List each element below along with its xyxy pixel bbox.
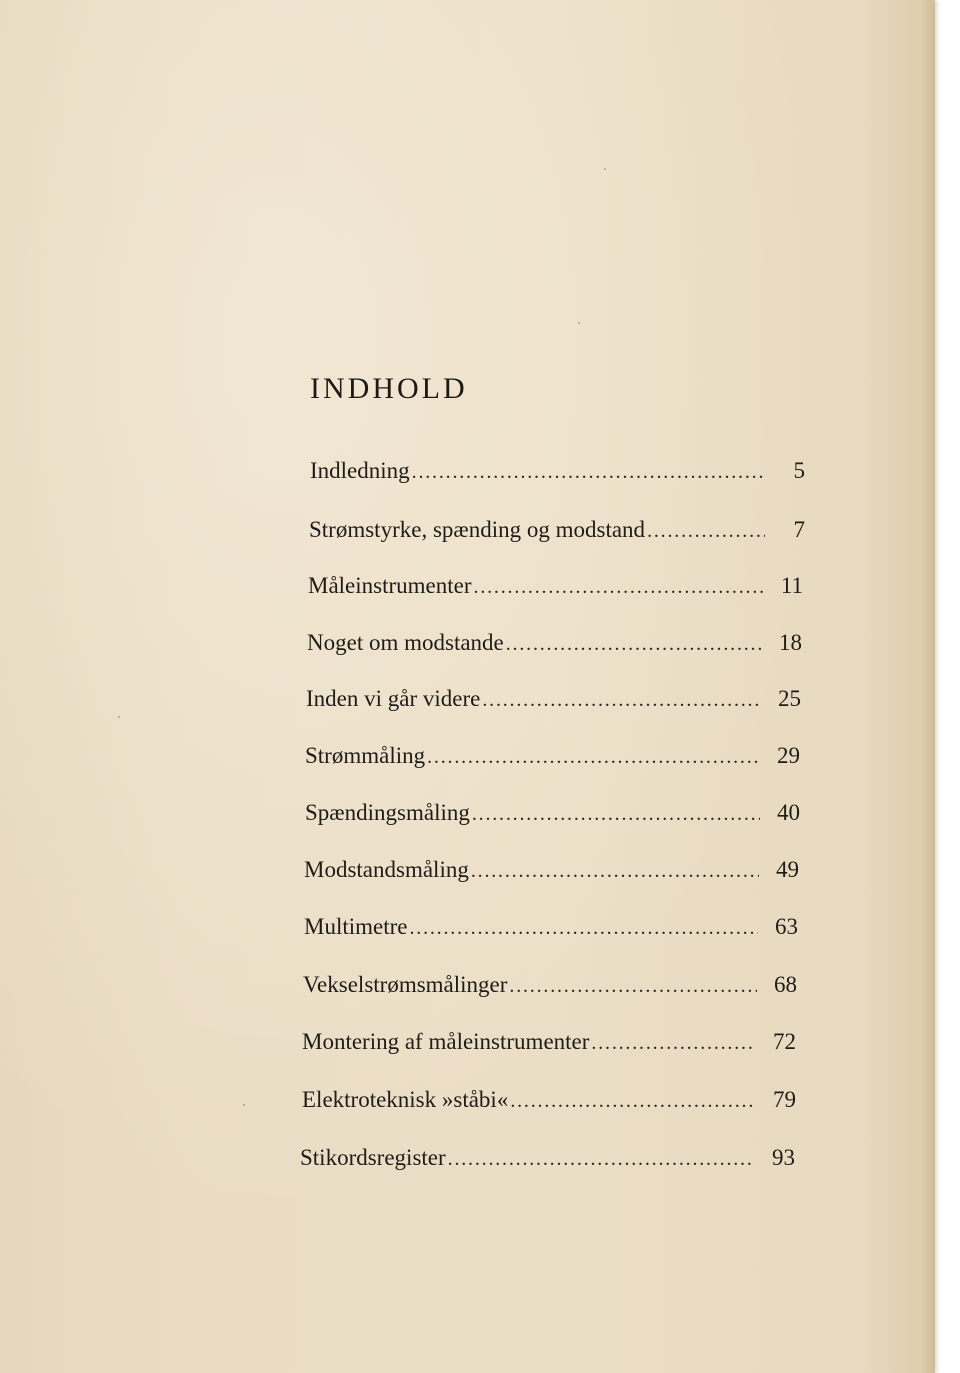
toc-entry-page: 5 — [793, 458, 805, 483]
toc-entry-page: 7 — [793, 517, 805, 542]
toc-entry-page: 40 — [777, 800, 800, 825]
toc-entry-label: Elektroteknisk »ståbi« — [302, 1087, 509, 1112]
toc-entry-label: Stikordsregister — [300, 1145, 446, 1170]
toc-leader-dots — [482, 689, 761, 712]
toc-entry-label: Noget om modstande — [307, 630, 504, 655]
toc-entry-label: Spændingsmåling — [305, 800, 470, 825]
toc-leader-dots — [591, 1032, 756, 1055]
toc-entry-page: 68 — [774, 972, 797, 997]
toc-title: INDHOLD — [310, 372, 468, 405]
toc-entry-label: Montering af måleinstrumenter — [302, 1029, 590, 1054]
toc-entry-label: Strømmåling — [305, 743, 426, 768]
toc-entry — [304, 857, 799, 891]
toc-entry — [300, 1145, 795, 1179]
toc-entry-label: Indledning — [310, 458, 410, 483]
toc-entry-page: 25 — [778, 686, 801, 711]
toc-leader-dots — [647, 520, 765, 543]
toc-leader-dots — [471, 860, 759, 883]
toc-leader-dots — [472, 803, 760, 826]
toc-leader-dots — [409, 917, 758, 940]
toc-leader-dots — [510, 1090, 756, 1113]
toc-leader-dots — [509, 975, 757, 998]
toc-entry-label: Måleinstrumenter — [308, 573, 472, 598]
toc-entry — [303, 972, 797, 1006]
toc-entry-page: 79 — [773, 1087, 796, 1112]
toc-entry — [306, 686, 801, 720]
toc-entry — [308, 573, 803, 607]
toc-entry-page: 11 — [780, 573, 803, 598]
toc-entry — [305, 800, 800, 834]
toc-entry-label: Multimetre — [304, 914, 408, 939]
toc-entry-page: 93 — [772, 1145, 795, 1170]
toc-entry — [302, 1087, 796, 1121]
toc-entry-label: Vekselstrømsmålinger — [303, 972, 508, 997]
toc-entry — [302, 1029, 796, 1063]
toc-entry — [309, 517, 805, 551]
toc-leader-dots — [448, 1148, 755, 1171]
toc-entry — [305, 743, 800, 777]
toc-entry — [307, 630, 802, 664]
toc-entry-label: Strømstyrke, spænding og modstand — [309, 517, 646, 542]
toc-entry — [304, 914, 798, 948]
toc-entry-label: Modstandsmåling — [304, 857, 469, 882]
toc-entry — [310, 458, 805, 492]
toc-leader-dots — [474, 576, 763, 599]
toc-entry-page: 72 — [773, 1029, 796, 1054]
toc-leader-dots — [427, 746, 760, 769]
toc-entry-page: 18 — [779, 630, 802, 655]
toc-leader-dots — [506, 633, 762, 656]
toc-entry-label: Inden vi går videre — [306, 686, 481, 711]
toc-entry-page: 63 — [775, 914, 798, 939]
toc-entry-page: 49 — [776, 857, 799, 882]
toc-leader-dots — [412, 461, 765, 484]
toc-entry-page: 29 — [777, 743, 800, 768]
